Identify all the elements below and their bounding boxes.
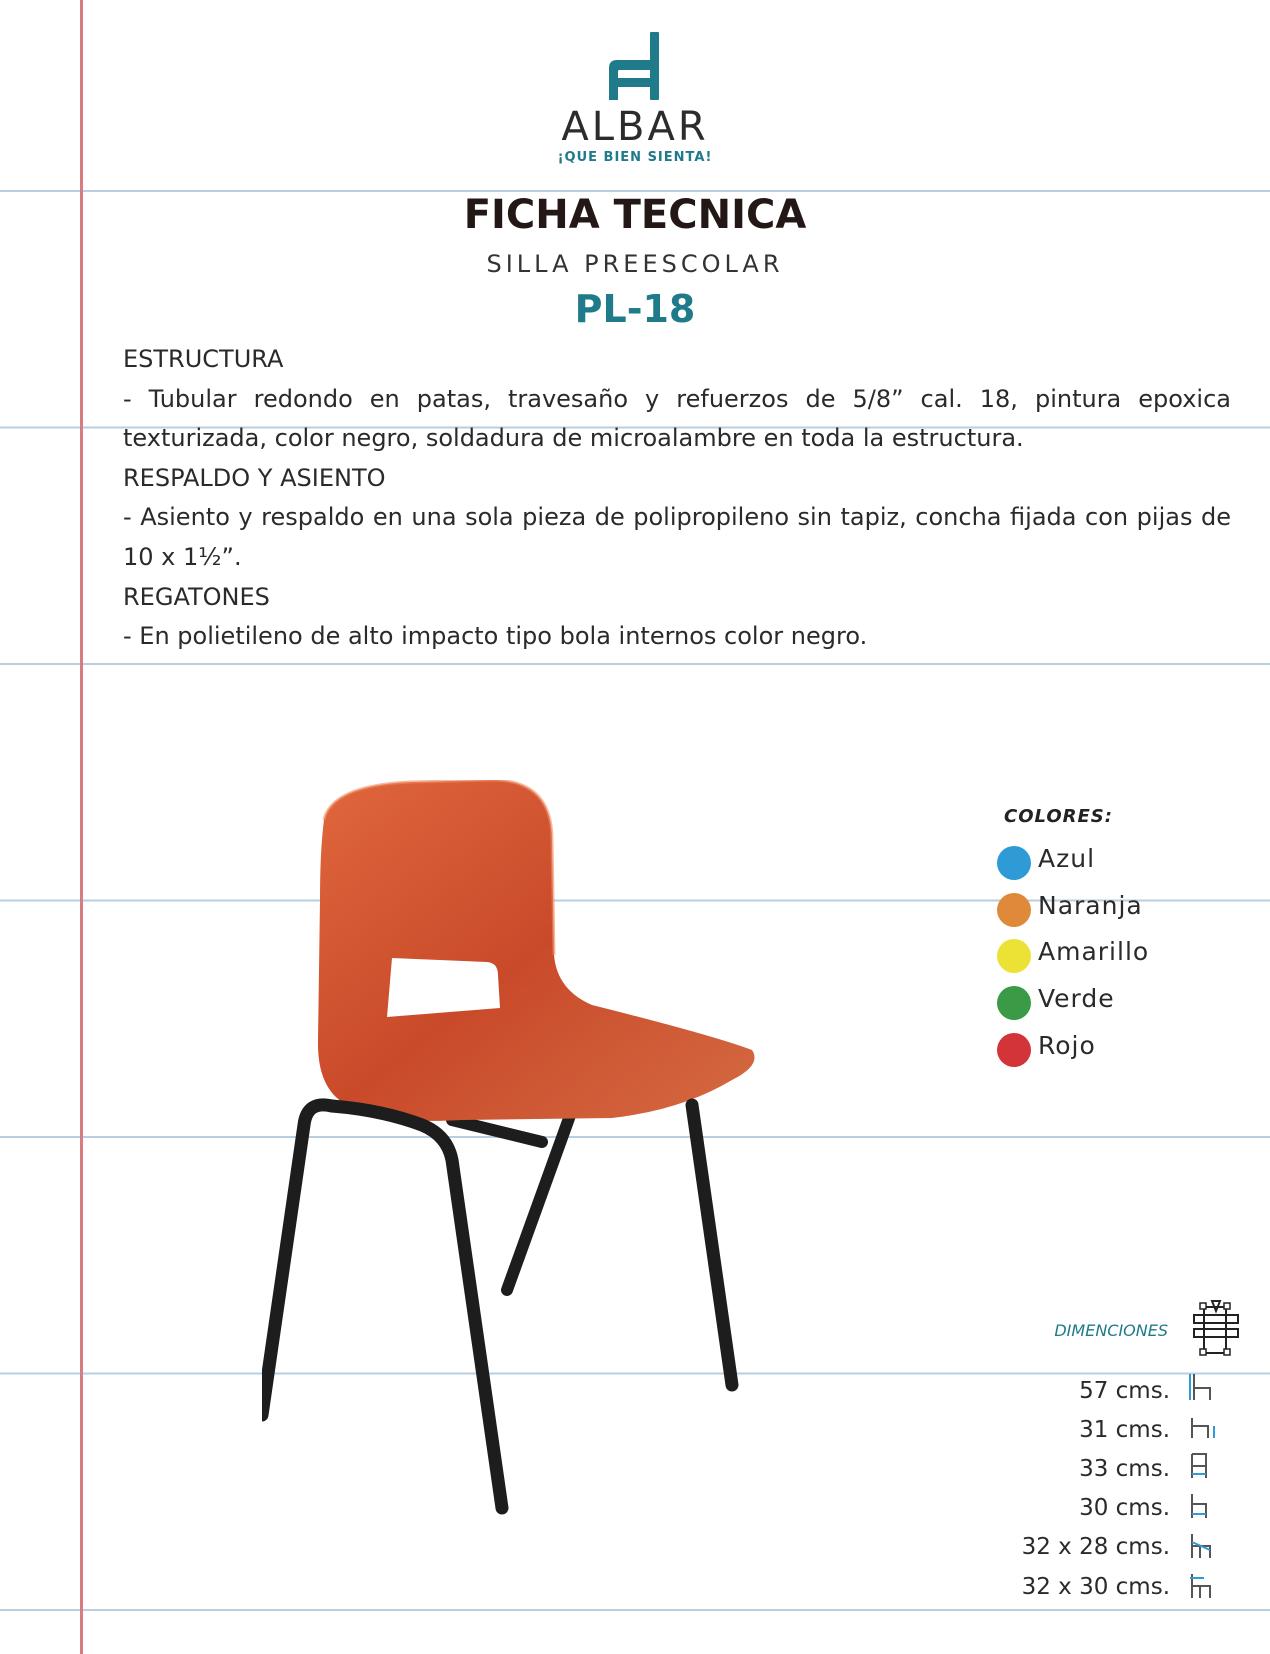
brand-tagline: ¡QUE BIEN SIENTA! xyxy=(557,150,713,165)
product-subtitle: SILLA PREESCOLAR xyxy=(486,250,784,278)
color-name: Rojo xyxy=(1038,1031,1096,1060)
spec-heading-estructura: ESTRUCTURA xyxy=(123,345,284,373)
color-name: Verde xyxy=(1038,984,1115,1013)
spec-heading-regatones: REGATONES xyxy=(123,582,270,611)
dimension-row xyxy=(980,1574,1170,1610)
dimension-value: 57 cms. xyxy=(1079,1378,1170,1404)
colors-title: COLORES: xyxy=(1004,806,1113,827)
product-model: PL-18 xyxy=(574,287,696,331)
page-title: FICHA TECNICA xyxy=(463,192,807,238)
total-height-icon xyxy=(1188,1372,1216,1402)
dimensions-title: DIMENCIONES xyxy=(1054,1321,1168,1340)
dimension-row xyxy=(980,1534,1170,1570)
dimension-value: 30 cms. xyxy=(1079,1495,1170,1521)
albar-chair-logo-icon xyxy=(605,30,663,102)
spec-list xyxy=(123,340,1231,657)
dimension-value: 33 cms. xyxy=(1079,1456,1170,1482)
ruler-chair-icon xyxy=(1190,1299,1242,1357)
color-name: Naranja xyxy=(1038,891,1143,920)
color-swatch xyxy=(997,1033,1031,1067)
dimension-row xyxy=(980,1417,1170,1453)
spec-text-respaldo: - Asiento y respaldo en una sola pieza de polipropileno sin tapiz, concha fijada con pijas de 10 x 1½”. xyxy=(123,503,1231,571)
spec-text-estructura: - Tubular redondo en patas, travesaño y refuerzos de 5/8” cal. 18, pintura epoxica texturizada, color negro, soldadura de microalambre en toda la estructura. xyxy=(123,384,1231,453)
color-swatch xyxy=(997,846,1031,880)
seat-height-icon xyxy=(1188,1412,1216,1442)
brand-name: ALBAR xyxy=(561,104,709,150)
dimension-value: 32 x 28 cms. xyxy=(1021,1534,1170,1560)
dimension-row xyxy=(980,1378,1170,1414)
dimension-value: 32 x 30 cms. xyxy=(1021,1574,1170,1600)
dimension-row xyxy=(980,1495,1170,1531)
notebook-margin-line xyxy=(80,0,83,1654)
base-size-icon xyxy=(1188,1570,1216,1600)
dimension-row xyxy=(980,1456,1170,1492)
backrest-height-icon xyxy=(1188,1450,1216,1480)
dimension-value: 31 cms. xyxy=(1079,1417,1170,1443)
spec-text-regatones: - En polietileno de alto impacto tipo bola internos color negro. xyxy=(123,622,868,651)
color-swatch xyxy=(997,986,1031,1020)
seat-size-icon xyxy=(1188,1530,1216,1560)
color-swatch xyxy=(997,939,1031,973)
spec-heading-respaldo: RESPALDO Y ASIENTO xyxy=(123,463,386,492)
chair-illustration xyxy=(262,780,782,1520)
color-swatch xyxy=(997,893,1031,927)
color-name: Amarillo xyxy=(1038,937,1150,966)
seat-depth-icon xyxy=(1188,1490,1216,1520)
color-name: Azul xyxy=(1038,844,1096,873)
